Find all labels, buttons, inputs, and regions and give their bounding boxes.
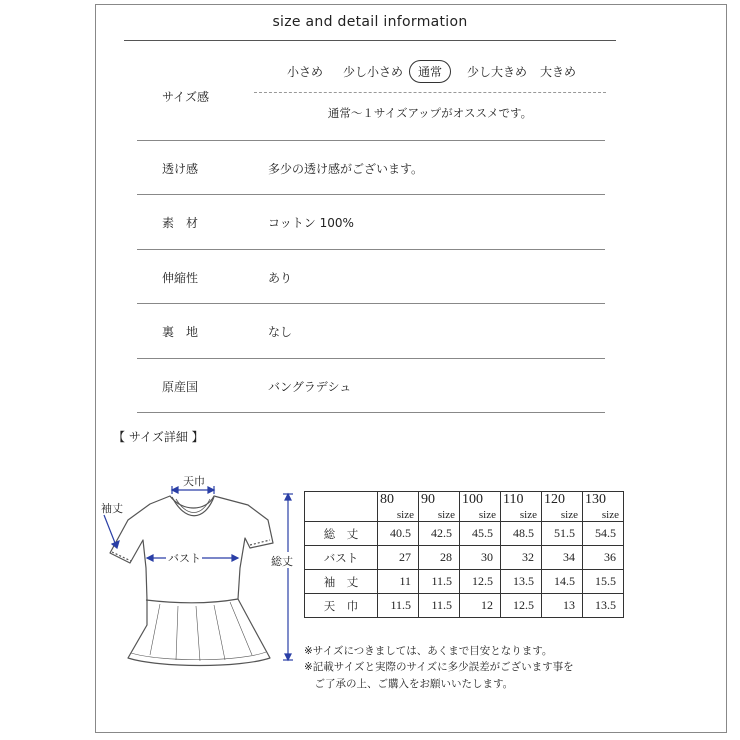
note-line-3: ご了承の上、ご購入をお願いいたします。	[304, 678, 514, 690]
size-header: 90 size	[419, 492, 460, 522]
table-cell: 27	[378, 546, 419, 570]
arrowhead	[232, 555, 238, 561]
arrowhead	[172, 487, 178, 493]
row-label: 総 丈	[305, 522, 378, 546]
shoulder-label: 天巾	[183, 475, 205, 488]
table-cell: 14.5	[542, 570, 583, 594]
sleeve-label: 袖丈	[101, 502, 123, 515]
table-row	[305, 522, 624, 546]
detail-value-stretch: あり	[268, 271, 293, 285]
length-label: 総丈	[271, 555, 293, 568]
detail-label-sheerness: 透け感	[162, 162, 199, 176]
table-cell: 13.5	[583, 594, 624, 618]
bust-label: バスト	[168, 552, 201, 565]
neckline	[172, 497, 214, 516]
table-cell: 28	[419, 546, 460, 570]
arrowhead	[147, 555, 153, 561]
page-title: size and detail information	[272, 14, 468, 30]
row-divider	[137, 303, 605, 304]
waist-seam	[146, 599, 238, 603]
note-line-1: ※サイズにつきましては、あくまで目安となります。	[304, 645, 553, 657]
table-header-row	[305, 492, 624, 522]
detail-label-stretch: 伸縮性	[162, 271, 199, 285]
table-cell: 11	[378, 570, 419, 594]
row-divider	[137, 412, 605, 413]
table-cell: 42.5	[419, 522, 460, 546]
size-header: 100 size	[460, 492, 501, 522]
size-feel-label: サイズ感	[162, 90, 210, 104]
garment-diagram	[98, 470, 298, 670]
detail-value-material: コットン 100%	[268, 216, 354, 230]
table-cell: 32	[501, 546, 542, 570]
size-table	[304, 491, 624, 618]
size-header: 80 size	[378, 492, 419, 522]
size-header: 120 size	[542, 492, 583, 522]
table-cell: 51.5	[542, 522, 583, 546]
size-header: 110 size	[501, 492, 542, 522]
row-label: 袖 丈	[305, 570, 378, 594]
table-cell: 34	[542, 546, 583, 570]
sleeve-hem-left	[112, 552, 131, 561]
table-cell: 11.5	[378, 594, 419, 618]
table-row	[305, 570, 624, 594]
detail-value-sheerness: 多少の透け感がございます。	[268, 162, 424, 176]
row-divider	[137, 194, 605, 195]
row-label: 天 巾	[305, 594, 378, 618]
gathers	[150, 602, 252, 661]
table-cell: 36	[583, 546, 624, 570]
table-cell: 48.5	[501, 522, 542, 546]
table-row	[305, 546, 624, 570]
row-divider	[137, 140, 605, 141]
detail-label-origin: 原産国	[162, 380, 199, 394]
table-cell: 40.5	[378, 522, 419, 546]
size-feel-note: 通常～１サイズアップがオススメです。	[327, 106, 533, 120]
row-label: バスト	[305, 546, 378, 570]
size-detail-heading: 【 サイズ詳細 】	[113, 430, 204, 444]
scale-normal-selected: 通常	[409, 60, 451, 83]
table-cell: 12	[460, 594, 501, 618]
detail-label-material: 素 材	[162, 216, 199, 230]
garment-outline	[110, 496, 273, 666]
table-corner-cell	[305, 492, 378, 522]
table-cell: 54.5	[583, 522, 624, 546]
detail-value-lining: なし	[268, 325, 293, 339]
size-header: 130 size	[583, 492, 624, 522]
title-divider	[124, 40, 616, 41]
row-divider	[137, 249, 605, 250]
table-cell: 45.5	[460, 522, 501, 546]
arrowhead	[208, 487, 214, 493]
table-cell: 11.5	[419, 570, 460, 594]
detail-value-origin: バングラデシュ	[268, 380, 352, 394]
table-row	[305, 594, 624, 618]
table-cell: 15.5	[583, 570, 624, 594]
table-cell: 30	[460, 546, 501, 570]
table-cell: 11.5	[419, 594, 460, 618]
scale-slightly-large: 少し大きめ	[467, 65, 528, 79]
scale-small: 小さめ	[287, 65, 324, 79]
row-divider	[137, 358, 605, 359]
scale-large: 大きめ	[540, 65, 577, 79]
arrowhead	[285, 494, 291, 500]
table-cell: 13	[542, 594, 583, 618]
note-line-2: ※記載サイズと実際のサイズに多少誤差がございます事を	[304, 661, 574, 673]
table-cell: 13.5	[501, 570, 542, 594]
detail-label-lining: 裏 地	[162, 325, 199, 339]
arrowhead	[285, 654, 291, 660]
table-cell: 12.5	[460, 570, 501, 594]
table-cell: 12.5	[501, 594, 542, 618]
scale-dashed-line	[254, 92, 606, 93]
scale-slightly-small: 少し小さめ	[343, 65, 404, 79]
hem-stitch	[131, 652, 266, 660]
